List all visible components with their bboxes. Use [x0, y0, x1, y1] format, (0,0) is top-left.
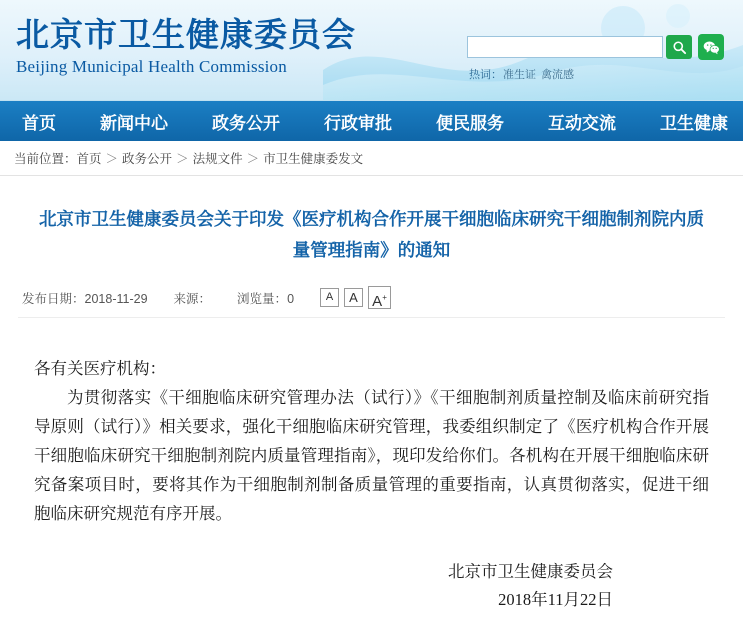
font-size-large-button[interactable]: [368, 286, 391, 309]
site-title-en: Beijing Municipal Health Commission: [16, 57, 287, 76]
search-icon: [672, 40, 687, 55]
meta-divider: [18, 317, 725, 318]
article: [0, 176, 743, 614]
publish-date-value: 2018-11-29: [84, 291, 148, 306]
nav-item-interaction[interactable]: 互动交流: [548, 113, 616, 133]
breadcrumb-item-0[interactable]: 首页: [76, 152, 102, 166]
breadcrumb-separator-1: ＞: [176, 152, 189, 166]
nav-item-home[interactable]: 首页: [22, 113, 56, 133]
site-title-cn: 北京市卫生健康委员会: [16, 18, 356, 54]
view-count: [237, 289, 294, 307]
font-size-large-label: A: [372, 293, 383, 310]
main-nav: [0, 101, 743, 141]
page-title: 北京市卫生健康委员会关于印发《医疗机构合作开展干细胞临床研究干细胞制剂院内质量管理指南》的通知: [39, 209, 704, 260]
font-size-medium-button[interactable]: A: [344, 288, 363, 307]
view-count-label: 浏览量：: [237, 291, 288, 306]
publish-date: [22, 289, 148, 307]
search-area: [467, 34, 729, 82]
wechat-button[interactable]: [698, 34, 724, 60]
nav-item-public-services[interactable]: 便民服务: [436, 113, 504, 133]
hot-word-0[interactable]: 准生证: [503, 69, 536, 81]
article-salutation: 各有关医疗机构：: [34, 359, 166, 378]
breadcrumb-item-2[interactable]: 法规文件: [192, 152, 243, 166]
breadcrumb-separator-2: ＞: [246, 152, 260, 166]
article-body: [18, 354, 725, 528]
nav-item-administrative-approval[interactable]: 行政审批: [324, 113, 392, 133]
breadcrumb: [0, 141, 743, 176]
source: [174, 289, 212, 307]
signature-date: 2018年11月22日: [498, 590, 613, 609]
signature-organization: 北京市卫生健康委员会: [448, 562, 613, 581]
hot-word-1[interactable]: 禽流感: [541, 69, 575, 81]
article-paragraph-0: 为贯彻落实《干细胞临床研究管理办法（试行）》《干细胞制剂质量控制及临床前研究指导原则（试行）》相关要求，强化干细胞临床研究管理，我委组织制定了《医疗机构合作开展干细胞临床研究干细胞制剂院内质量管理指南》，现印发给你们。各机构在开展干细胞临床研究备案项目时，要将其作为干细胞制剂制备质量管理的重要指南，认真贯彻落实，促进干细胞临床研究规范有序开展。: [34, 388, 709, 523]
nav-item-government-affairs[interactable]: 政务公开: [212, 113, 280, 133]
site-header: [0, 0, 743, 101]
article-signature: [18, 558, 725, 614]
breadcrumb-prefix: 当前位置：: [14, 152, 77, 166]
site-logo[interactable]: [16, 16, 356, 78]
font-size-controls: [320, 286, 391, 309]
view-count-value: 0: [287, 291, 295, 306]
nav-item-news[interactable]: 新闻中心: [100, 113, 168, 133]
breadcrumb-separator-0: ＞: [105, 152, 119, 166]
wechat-icon: [703, 40, 720, 55]
font-size-small-button[interactable]: A: [320, 288, 339, 307]
source-label: 来源：: [173, 291, 212, 306]
publish-date-label: 发布日期：: [22, 291, 85, 306]
search-button[interactable]: [666, 35, 692, 59]
article-meta: [18, 272, 725, 309]
search-input[interactable]: [467, 36, 663, 58]
hot-words-label: 热词：: [469, 69, 502, 81]
nav-item-health[interactable]: 卫生健康: [660, 113, 728, 133]
font-size-large-sup: +: [382, 293, 387, 302]
breadcrumb-item-1[interactable]: 政务公开: [122, 152, 173, 166]
hot-words: [467, 66, 729, 82]
breadcrumb-item-3[interactable]: 市卫生健康委发文: [263, 152, 364, 166]
